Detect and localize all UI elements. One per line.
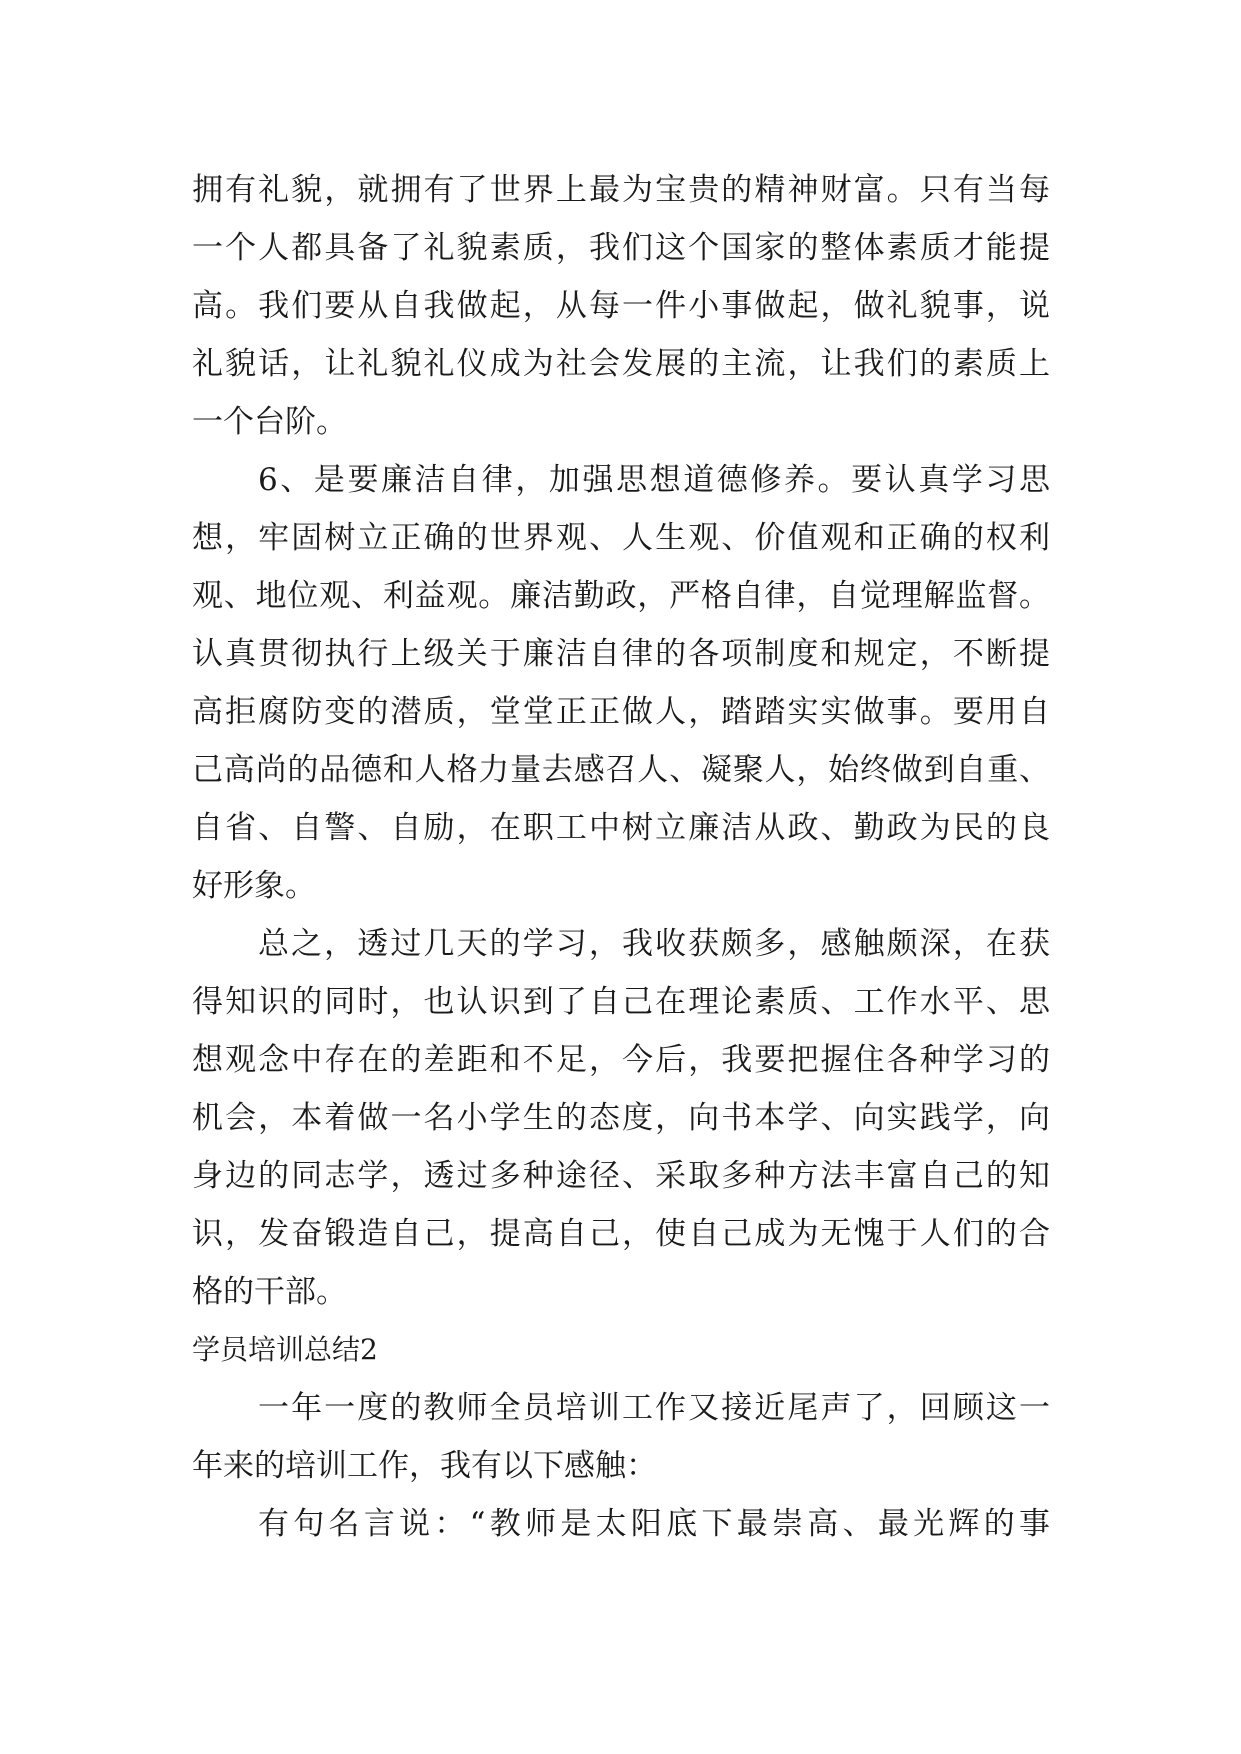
text-line: 好形象。: [192, 868, 316, 904]
text-line: 礼貌话，让礼貌礼仪成为社会发展的主流，让我们的素质上: [192, 346, 1050, 382]
text-line: 想观念中存在的差距和不足，今后，我要把握住各种学习的: [192, 1042, 1050, 1078]
text-line: 己高尚的品德和人格力量去感召人、凝聚人，始终做到自重、: [192, 752, 1050, 788]
document-body: [192, 161, 1050, 1553]
text-line: 拥有礼貌，就拥有了世界上最为宝贵的精神财富。只有当每: [192, 172, 1050, 208]
text-line: 格的干部。: [192, 1274, 347, 1310]
paragraph-integrity: [192, 451, 1050, 915]
text-line: 一个台阶。: [192, 404, 347, 440]
text-line: 6、是要廉洁自律，加强思想道德修养。要认真学习思: [258, 462, 1050, 498]
text-line: 高。我们要从自我做起，从每一件小事做起，做礼貌事，说: [192, 288, 1050, 324]
text-line: 认真贯彻执行上级关于廉洁自律的各项制度和规定，不断提: [192, 636, 1050, 672]
paragraph-quote: [192, 1495, 1050, 1553]
text-line: 高拒腐防变的潜质，堂堂正正做人，踏踏实实做事。要用自: [192, 694, 1050, 730]
text-line: 识，发奋锻造自己，提高自己，使自己成为无愧于人们的合: [192, 1216, 1050, 1252]
text-line: 观、地位观、利益观。廉洁勤政，严格自律，自觉理解监督。: [192, 578, 1050, 614]
text-line: 得知识的同时，也认识到了自己在理论素质、工作水平、思: [192, 984, 1050, 1020]
text-line: 总之，透过几天的学习，我收获颇多，感触颇深，在获: [258, 926, 1050, 962]
paragraph-training-intro: [192, 1379, 1050, 1495]
text-line: 机会，本着做一名小学生的态度，向书本学、向实践学，向: [192, 1100, 1050, 1136]
text-line: 有句名言说：“教师是太阳底下最崇高、最光辉的事: [258, 1506, 1050, 1542]
paragraph-courtesy: [192, 161, 1050, 451]
text-line: 一个人都具备了礼貌素质，我们这个国家的整体素质才能提: [192, 230, 1050, 266]
text-line: 想，牢固树立正确的世界观、人生观、价值观和正确的权利: [192, 520, 1050, 556]
text-line: 一年一度的教师全员培训工作又接近尾声了，回顾这一: [258, 1390, 1050, 1426]
text-line: 身边的同志学，透过多种途径、采取多种方法丰富自己的知: [192, 1158, 1050, 1194]
paragraph-conclusion: [192, 915, 1050, 1321]
text-line: 年来的培训工作，我有以下感触：: [192, 1448, 657, 1484]
text-line: 自省、自警、自励，在职工中树立廉洁从政、勤政为民的良: [192, 810, 1050, 846]
section-heading: 学员培训总结2: [192, 1333, 378, 1366]
